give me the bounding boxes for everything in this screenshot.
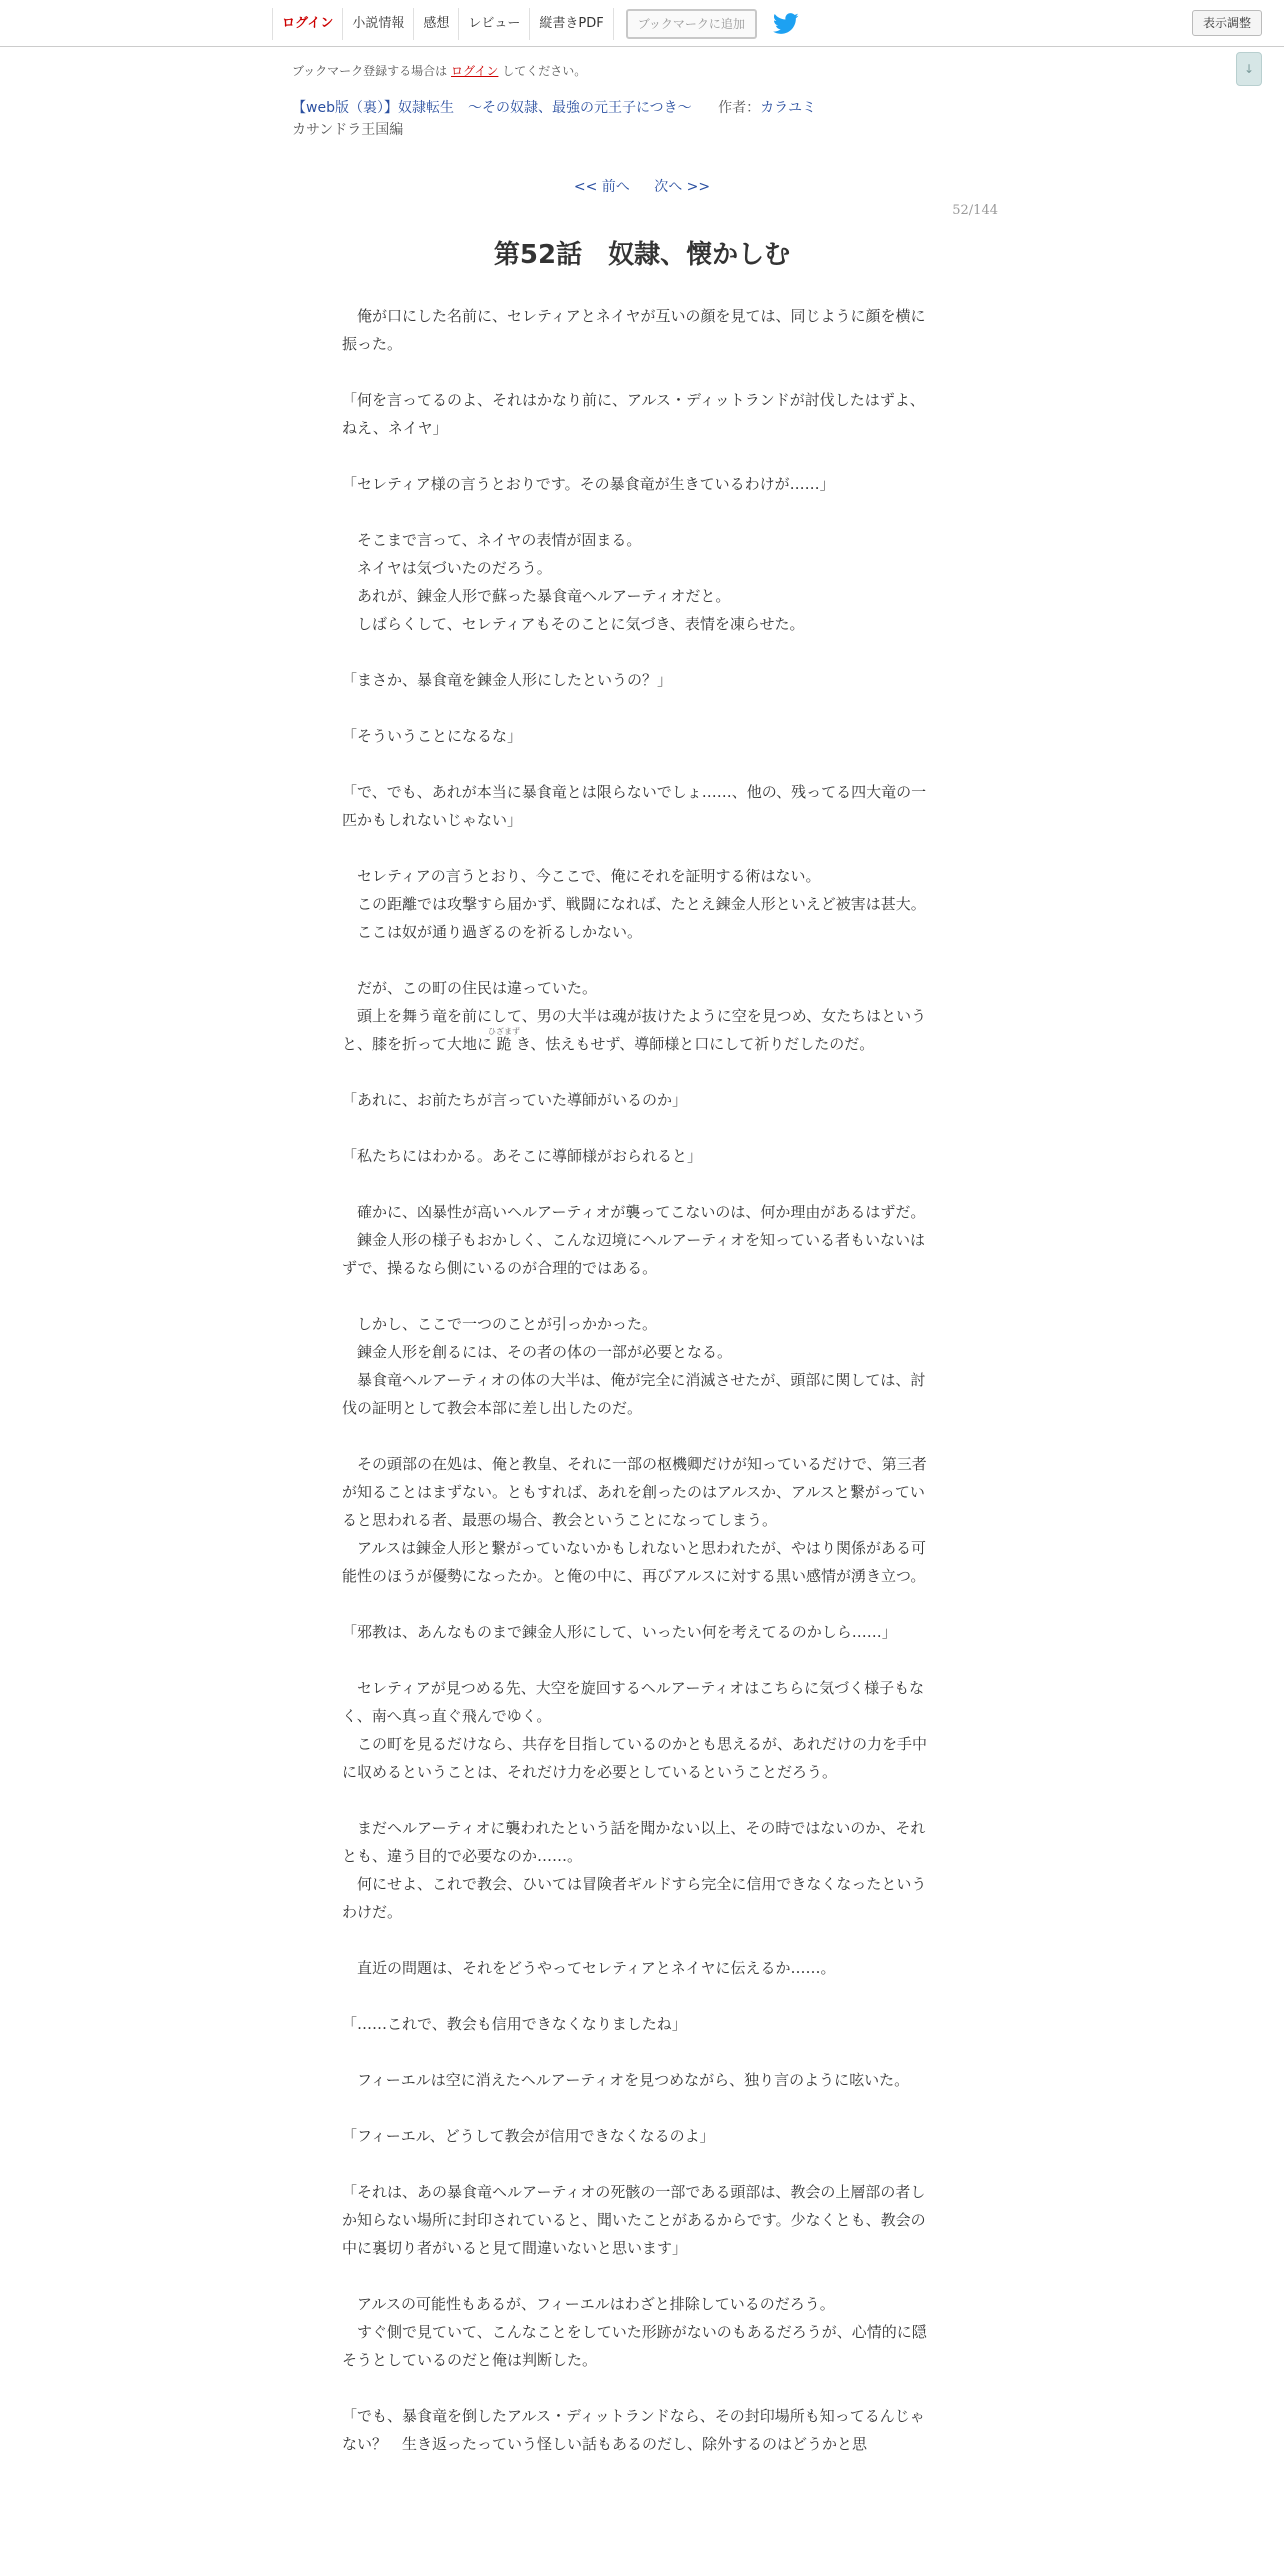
- login-note-suffix: してください。: [502, 64, 587, 78]
- paragraph: 「それは、あの暴食竜ヘルアーティオの死骸の一部である頭部は、教会の上層部の者しか知らない場所に封印されていると、聞いたことがあるからです。少なくとも、教会の中に裏切り者がいると見て間違いないと思います」: [342, 2183, 926, 2257]
- paragraph: 「フィーエル、どうして教会が信用できなくなるのよ」: [342, 2127, 715, 2145]
- twitter-icon[interactable]: [773, 13, 799, 35]
- paragraph: 「まさか、暴食竜を錬金人形にしたというの？」: [342, 671, 673, 689]
- paragraph: アルスの可能性もあるが、フィーエルはわざと排除しているのだろう。: [342, 2295, 835, 2313]
- bookmark-login-note: [292, 62, 586, 79]
- novel-body: [342, 302, 934, 2458]
- paragraph: ネイヤは気づいたのだろう。: [342, 559, 552, 577]
- paragraph: 確かに、凶暴性が高いヘルアーティオが襲ってこないのは、何か理由があるはずだ。: [342, 1203, 926, 1221]
- paragraph: その頭部の在処は、俺と教皇、それに一部の枢機卿だけが知っているだけで、第三者が知ることはまずない。ともすれば、あれを創ったのはアルスか、アルスと繋がっていると思われる者、最悪の場合、教会ということになってしまう。: [342, 1455, 927, 1529]
- paragraph: ここは奴が通り過ぎるのを祈るしかない。: [342, 923, 643, 941]
- blank-line: [342, 1422, 934, 1450]
- author-link[interactable]: カラユミ: [760, 100, 817, 116]
- nav-vertical-pdf[interactable]: 縦書きPDF: [529, 8, 613, 40]
- blank-line: [342, 2038, 934, 2066]
- add-bookmark-button[interactable]: ブックマークに追加: [626, 9, 757, 39]
- paragraph: すぐ側で見ていて、こんなことをしていた形跡がないのもあるだろうが、心情的に隠そうとしているのだと俺は判断した。: [342, 2323, 927, 2369]
- paragraph: しかし、ここで一つのことが引っかかった。: [342, 1315, 658, 1333]
- paragraph: 「私たちにはわかる。あそこに導師様がおられると」: [342, 1147, 703, 1165]
- blank-line: [342, 1786, 934, 1814]
- blank-line: [342, 750, 934, 778]
- author-label: 作者：: [718, 100, 761, 116]
- blank-line: [342, 1282, 934, 1310]
- page-count: 52/144: [952, 203, 998, 218]
- paragraph: 俺が口にした名前に、セレティアとネイヤが互いの顔を見ては、同じように顔を横に振った。: [342, 307, 926, 353]
- paragraph: [342, 1002, 934, 1058]
- paragraph: 「何を言ってるのよ、それはかなり前に、アルス・ディットランドが討伐したはずよ、ねえ、ネイヤ」: [342, 391, 925, 437]
- blank-line: [342, 1170, 934, 1198]
- episode-title: 第52話 奴隷、懐かしむ: [493, 240, 791, 270]
- prev-page-link[interactable]: << 前へ: [573, 179, 630, 195]
- blank-line: [342, 694, 934, 722]
- next-page-link[interactable]: 次へ >>: [654, 179, 711, 195]
- scroll-down-button[interactable]: ↓: [1236, 52, 1262, 86]
- paragraph: セレティアの言うとおり、今ここで、俺にそれを証明する術はない。: [342, 867, 821, 885]
- paragraph: アルスは錬金人形と繋がっていないかもしれないと思われたが、やはり関係がある可能性のほうが優勢になったか。と俺の中に、再びアルスに対する黒い感情が湧き立つ。: [342, 1539, 926, 1585]
- blank-line: [342, 1114, 934, 1142]
- nav-review[interactable]: レビュー: [458, 8, 529, 40]
- blank-line: [342, 2094, 934, 2122]
- blank-line: [342, 638, 934, 666]
- pager: [0, 176, 1284, 196]
- paragraph: あれが、錬金人形で蘇った暴食竜ヘルアーティオだと。: [342, 587, 731, 605]
- paragraph: フィーエルは空に消えたヘルアーティオを見つめながら、独り言のように呟いた。: [342, 2071, 910, 2089]
- blank-line: [342, 1982, 934, 2010]
- blank-line: [342, 1646, 934, 1674]
- nav-login[interactable]: ログイン: [272, 8, 342, 40]
- paragraph: 暴食竜ヘルアーティオの体の大半は、俺が完全に消滅させたが、頭部に関しては、討伐の証明として教会本部に差し出したのだ。: [342, 1371, 926, 1417]
- paragraph: 錬金人形を創るには、その者の体の一部が必要となる。: [342, 1343, 733, 1361]
- paragraph: セレティアが見つめる先、大空を旋回するヘルアーティオはこちらに気づく様子もなく、南へ真っ直ぐ飛んでゆく。: [342, 1679, 925, 1725]
- series-title-link[interactable]: 【web版（裏）】奴隷転生 ～その奴隷、最強の元王子につき～: [292, 100, 692, 116]
- paragraph: 「……これで、教会も信用できなくなりましたね」: [342, 2015, 687, 2033]
- nav-impressions[interactable]: 感想: [413, 8, 458, 40]
- paragraph: そこまで言って、ネイヤの表情が固まる。: [342, 531, 642, 549]
- paragraph: 「セレティア様の言うとおりです。その暴食竜が生きているわけが……」: [342, 475, 835, 493]
- paragraph: だが、この町の住民は違っていた。: [342, 979, 598, 997]
- blank-line: [342, 498, 934, 526]
- ruby-annotation: [488, 1027, 521, 1053]
- display-settings-button[interactable]: 表示調整: [1192, 10, 1262, 36]
- blank-line: [342, 2262, 934, 2290]
- chapter-group-title: カサンドラ王国編: [292, 122, 404, 138]
- paragraph: まだヘルアーティオに襲われたという話を聞かない以上、その時ではないのか、それとも、違う目的で必要なのか……。: [342, 1819, 926, 1865]
- paragraph-text: 頭上を舞う竜を前にして、男の大半は魂が抜けたように空を見つめ、女たちはというと、膝を折って大地に: [342, 1007, 927, 1053]
- main-nav: [272, 8, 799, 40]
- top-navigation-bar: [0, 0, 1284, 47]
- paragraph: この距離では攻撃すら届かず、戦闘になれば、たとえ錬金人形といえど被害は甚大。: [342, 895, 926, 913]
- ruby-reading: ひざまず: [488, 1027, 521, 1036]
- nav-novel-info[interactable]: 小説情報: [342, 8, 413, 40]
- login-note-prefix: ブックマーク登録する場合は: [292, 64, 448, 78]
- paragraph: この町を見るだけなら、共存を目指しているのかとも思えるが、あれだけの力を手中に収めるということは、それだけ力を必要としているということだろう。: [342, 1735, 928, 1781]
- paragraph: 「で、でも、あれが本当に暴食竜とは限らないでしょ……、他の、残ってる四大竜の一匹かもしれないじゃない」: [342, 783, 927, 829]
- blank-line: [342, 1058, 934, 1086]
- paragraph: 錬金人形の様子もおかしく、こんな辺境にヘルアーティオを知っている者もいないはずで、操るなら側にいるのが合理的ではある。: [342, 1231, 926, 1277]
- paragraph: 「あれに、お前たちが言っていた導師がいるのか」: [342, 1091, 688, 1109]
- paragraph: 「そういうことになるな」: [342, 727, 523, 745]
- blank-line: [342, 1926, 934, 1954]
- blank-line: [342, 1590, 934, 1618]
- login-link[interactable]: ログイン: [451, 64, 499, 78]
- blank-line: [342, 2150, 934, 2178]
- paragraph: 「でも、暴食竜を倒したアルス・ディットランドなら、その封印場所も知ってるんじゃない？ 生き返ったっていう怪しい話もあるのだし、除外するのはどうかと思: [342, 2407, 925, 2453]
- blank-line: [342, 358, 934, 386]
- blank-line: [342, 442, 934, 470]
- paragraph: 何にせよ、これで教会、ひいては冒険者ギルドすら完全に信用できなくなったというわけだ。: [342, 1875, 927, 1921]
- blank-line: [342, 946, 934, 974]
- blank-line: [342, 834, 934, 862]
- paragraph-text: き、怯えもせず、導師様と口にして祈りだしたのだ。: [516, 1035, 875, 1053]
- ruby-base: 跪: [488, 1035, 520, 1053]
- paragraph: 「邪教は、あんなものまで錬金人形にして、いったい何を考えてるのかしら……」: [342, 1623, 897, 1641]
- paragraph: 直近の問題は、それをどうやってセレティアとネイヤに伝えるか……。: [342, 1959, 836, 1977]
- blank-line: [342, 2374, 934, 2402]
- series-info: [292, 97, 816, 117]
- paragraph: しばらくして、セレティアもそのことに気づき、表情を凍らせた。: [342, 615, 805, 633]
